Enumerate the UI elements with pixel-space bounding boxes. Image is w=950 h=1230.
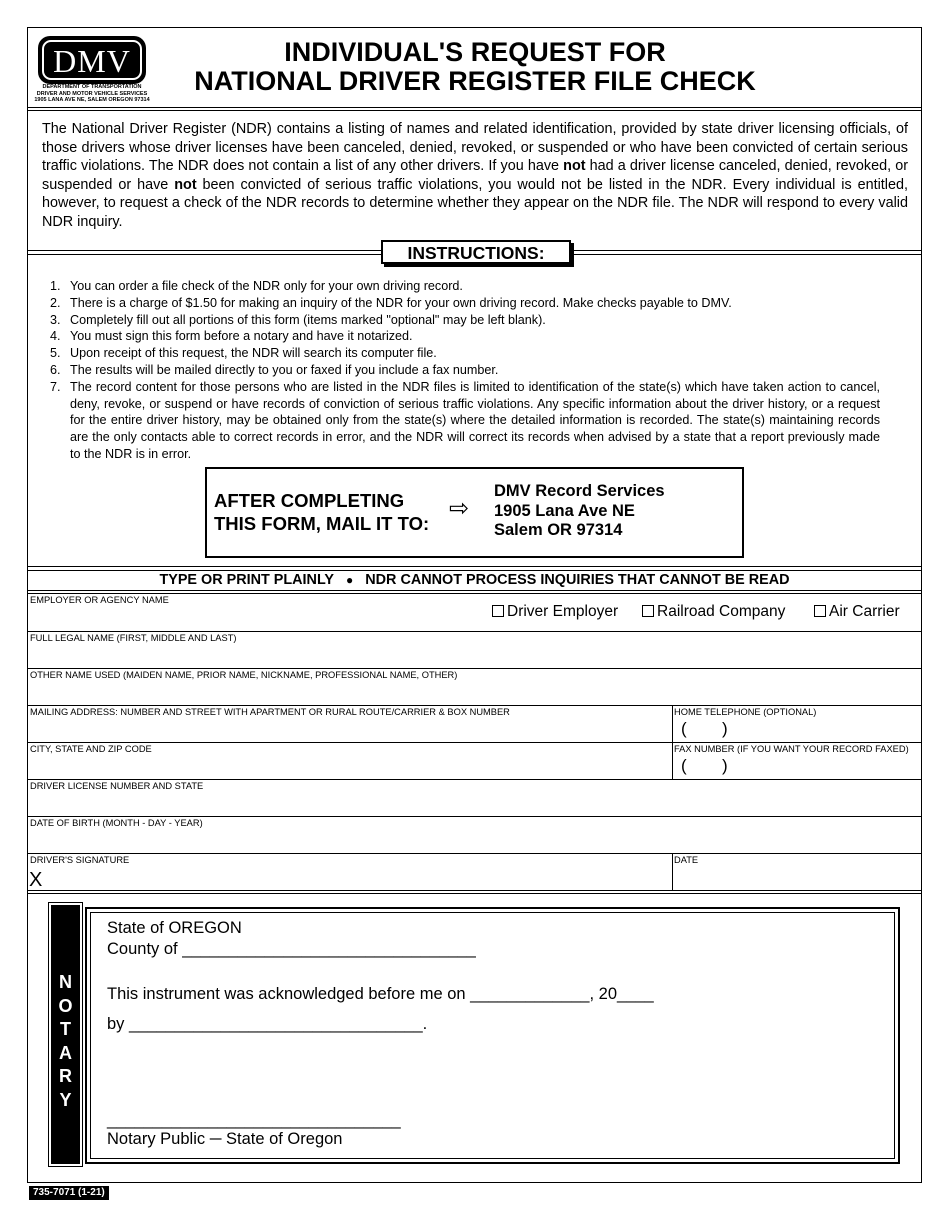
instruction-item	[50, 278, 880, 295]
employer-label: EMPLOYER OR AGENCY NAME	[30, 595, 169, 605]
employer-field[interactable]	[120, 608, 480, 628]
print-plainly-banner: TYPE OR PRINT PLAINLY ● NDR CANNOT PROCESS INQUIRIES THAT CANNOT BE READ	[159, 572, 790, 588]
instruction-item	[50, 328, 880, 345]
page-title: INDIVIDUAL'S REQUEST FOR NATIONAL DRIVER REGISTER FILE CHECK	[194, 37, 756, 96]
divider	[27, 668, 922, 669]
column-divider	[672, 705, 673, 779]
dmv-logo-text: DMV	[42, 40, 142, 80]
instructions-heading: INSTRUCTIONS:	[381, 240, 571, 264]
arrow-right-icon: ⇨	[449, 495, 470, 522]
signature-label: DRIVER'S SIGNATURE	[30, 855, 130, 865]
divider	[27, 705, 922, 706]
notary-acknowledgement: This instrument was acknowledged before me on _____________, 20____	[107, 985, 654, 1003]
home-phone-field[interactable]	[676, 719, 918, 740]
divider	[27, 893, 922, 894]
notary-by: by ________________________________.	[107, 1015, 428, 1033]
full-name-label: FULL LEGAL NAME (FIRST, MIDDLE AND LAST)	[30, 633, 237, 643]
dmv-logo	[38, 36, 146, 84]
date-label: DATE	[674, 855, 699, 865]
dob-label: DATE OF BIRTH (MONTH - DAY - YEAR)	[30, 818, 203, 828]
instruction-number: 5.	[50, 346, 61, 361]
instruction-item	[50, 312, 880, 329]
city-state-zip-label: CITY, STATE AND ZIP CODE	[30, 744, 152, 754]
signature-x-mark: X	[29, 869, 43, 891]
mail-to-label: AFTER COMPLETING THIS FORM, MAIL IT TO:	[214, 490, 430, 534]
date-field[interactable]	[676, 867, 918, 888]
divider	[27, 631, 922, 632]
notary-public-label: Notary Public ─ State of Oregon	[107, 1130, 343, 1148]
notary-vertical-label: N O T A R Y	[58, 972, 73, 1110]
mail-address: DMV Record Services 1905 Lana Ave NE Salem OR 97314	[494, 482, 665, 539]
notary-state: State of OREGON	[107, 919, 242, 937]
instruction-text: You must sign this form before a notary and have it notarized.	[70, 329, 413, 344]
full-name-field[interactable]	[30, 645, 918, 666]
fax-paren-close: )	[722, 756, 728, 775]
mailing-address-label: MAILING ADDRESS: NUMBER AND STREET WITH APARTMENT OR RURAL ROUTE/CARRIER & BOX NUMBER	[30, 707, 510, 717]
checkbox-box[interactable]	[642, 605, 654, 617]
instruction-text: There is a charge of $1.50 for making an inquiry of the NDR for your own driving record. Make checks payable to DMV.	[70, 295, 732, 310]
instruction-item	[50, 295, 880, 312]
instruction-text: Completely fill out all portions of this form (items marked "optional" may be left blank).	[70, 312, 546, 327]
instruction-number: 3.	[50, 312, 61, 327]
divider	[27, 593, 922, 594]
mailing-address-field[interactable]	[30, 719, 668, 740]
divider	[27, 742, 922, 743]
divider	[27, 890, 922, 891]
divider	[27, 816, 922, 817]
divider	[27, 566, 922, 567]
notary-county: County of ________________________________	[107, 940, 476, 958]
instruction-item	[50, 362, 880, 379]
other-name-label: OTHER NAME USED (MAIDEN NAME, PRIOR NAME, NICKNAME, PROFESSIONAL NAME, OTHER)	[30, 670, 458, 680]
checkbox-box[interactable]	[492, 605, 504, 617]
dob-field[interactable]	[30, 830, 918, 851]
form-number: 735-7071 (1-21)	[29, 1186, 109, 1200]
divider	[27, 590, 922, 591]
city-state-zip-field[interactable]	[30, 756, 668, 777]
agency-address: DEPARTMENT OF TRANSPORTATION DRIVER AND MOTOR VEHICLE SERVICES 1905 LANA AVE NE, SALEM OREGON 97314	[34, 84, 150, 103]
checkbox-railroad-company[interactable]: Railroad Company	[642, 603, 785, 621]
instruction-item	[50, 345, 880, 362]
phone-paren-open: (	[681, 719, 687, 738]
checkbox-box[interactable]	[814, 605, 826, 617]
instruction-number: 7.	[50, 379, 61, 394]
license-number-label: DRIVER LICENSE NUMBER AND STATE	[30, 781, 204, 791]
instruction-text: The record content for those persons who are listed in the NDR files is limited to identification of the state(s) which have taken action to cancel, deny, revoke, or suspend or have records of conviction of serious traffic violations. Any specific information about the driver history, or a request for the entire driver history, may be obtained only from the state(s) where the detailed information is recorded. The state(s) maintaining records are the only contacts able to correct records in error, and the NDR will correct its records when advised by a state that a report previously made to the NDR is in error.	[70, 379, 880, 461]
phone-paren-close: )	[722, 719, 728, 738]
instruction-number: 6.	[50, 362, 61, 377]
fax-paren-open: (	[681, 756, 687, 775]
fax-number-label: FAX NUMBER (IF YOU WANT YOUR RECORD FAXED)	[674, 744, 909, 754]
home-phone-label: HOME TELEPHONE (OPTIONAL)	[674, 707, 817, 717]
divider	[27, 107, 922, 108]
instruction-number: 1.	[50, 279, 61, 293]
intro-paragraph: The National Driver Register (NDR) contains a listing of names and related identification, provided by state driver licensing officials, of those drivers whose driver licenses have been canceled, denied, revoked, or suspended or who have been convicted of certain serious traffic violations. The NDR does not contain a list of any other drivers. If you have not had a driver license canceled, denied, revoked, or suspended or have not been convicted of serious traffic violations, you would not be listed in the NDR. Every individual is entitled, however, to request a check of the NDR records to determine whether they appear on the NDR file. The NDR will respond to every valid NDR inquiry.	[42, 121, 908, 230]
checkbox-air-carrier[interactable]: Air Carrier	[814, 603, 900, 621]
instruction-text: Upon receipt of this request, the NDR will search its computer file.	[70, 346, 437, 361]
instructions-list	[50, 278, 880, 463]
instruction-number: 2.	[50, 295, 61, 310]
instruction-item	[50, 379, 880, 463]
divider	[27, 779, 922, 780]
instruction-text: The results will be mailed directly to you or faxed if you include a fax number.	[70, 362, 499, 377]
instruction-number: 4.	[50, 329, 61, 344]
bullet-icon: ●	[346, 573, 354, 587]
fax-number-field[interactable]	[676, 756, 918, 777]
column-divider	[672, 853, 673, 890]
divider	[27, 853, 922, 854]
checkbox-driver-employer[interactable]: Driver Employer	[492, 603, 618, 621]
divider	[27, 110, 922, 111]
notary-signature-line: ________________________________	[107, 1111, 401, 1129]
instruction-text: You can order a file check of the NDR only for your own driving record.	[70, 279, 463, 293]
other-name-field[interactable]	[30, 682, 918, 703]
license-number-field[interactable]	[30, 793, 918, 814]
signature-field[interactable]	[52, 867, 668, 888]
